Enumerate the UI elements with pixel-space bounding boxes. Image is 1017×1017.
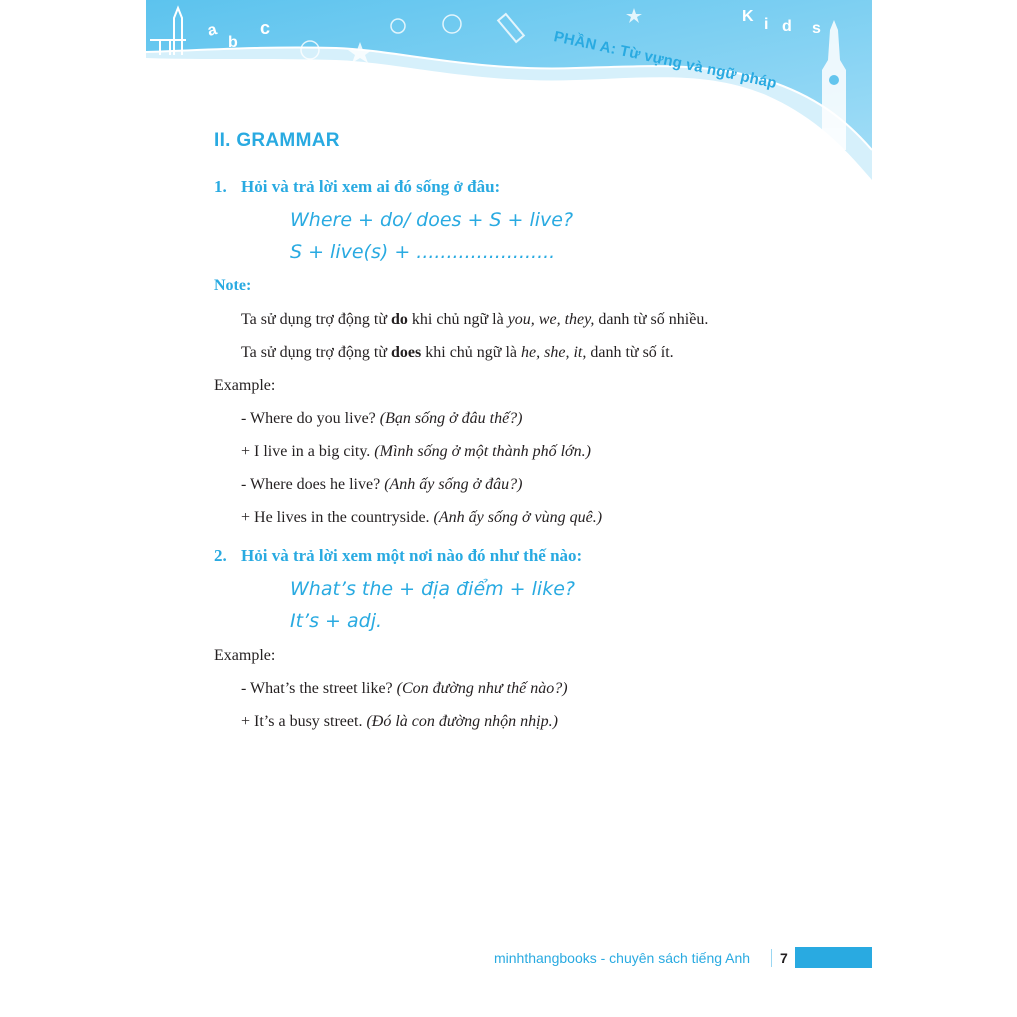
example-line — [241, 443, 591, 461]
letter-c: c — [260, 18, 271, 38]
formula-question: What’s the + địa điểm + like? — [290, 578, 575, 600]
example-translation: (Anh ấy sống ở vùng quê.) — [433, 509, 603, 526]
question-text: Hỏi và trả lời xem ai đó sống ở đâu: — [241, 177, 501, 196]
letter-b: b — [228, 34, 238, 51]
example-line — [241, 680, 568, 698]
section-title: II. GRAMMAR — [214, 130, 340, 151]
footer-publisher: minhthangbooks - chuyên sách tiếng Anh — [494, 950, 751, 966]
example-english: - Where does he live? — [241, 476, 385, 493]
page-number: 7 — [780, 950, 788, 966]
text-run: Ta sử dụng trợ động từ — [241, 311, 392, 328]
text-run: khi chủ ngữ là — [407, 311, 508, 328]
formula-question: Where + do/ does + S + live? — [290, 209, 574, 231]
example-english: - Where do you live? — [241, 410, 380, 427]
text-run-italic: you, we, they, — [507, 311, 595, 328]
example-line — [241, 713, 558, 731]
example-line — [241, 410, 523, 428]
example-label: Example: — [214, 647, 276, 664]
letter-k: K — [742, 8, 754, 25]
letter-a: a — [205, 21, 219, 40]
text-run: khi chủ ngữ là — [421, 344, 522, 361]
example-translation: (Bạn sống ở đâu thế?) — [379, 410, 523, 427]
letter-s: s — [812, 20, 821, 37]
example-translation: (Anh ấy sống ở đâu?) — [384, 476, 523, 493]
text-run-italic: he, she, it, — [521, 344, 587, 361]
example-english: - What’s the street like? — [241, 680, 397, 697]
example-translation: (Đó là con đường nhộn nhịp.) — [366, 713, 558, 730]
formula-answer: It’s + adj. — [290, 610, 383, 632]
book-page — [146, 0, 872, 1017]
example-english: + It’s a busy street. — [241, 713, 367, 730]
example-english: + I live in a big city. — [241, 443, 375, 460]
example-line — [241, 476, 523, 494]
example-line — [241, 509, 602, 527]
letter-d: d — [782, 18, 792, 35]
example-english: + He lives in the countryside. — [241, 509, 434, 526]
section-label: PHẦN A: Từ vựng và ngữ pháp — [552, 28, 779, 93]
example-translation: (Mình sống ở một thành phố lớn.) — [374, 443, 591, 460]
question-text: Hỏi và trả lời xem một nơi nào đó như thế nào: — [241, 546, 583, 565]
note-label: Note: — [214, 277, 252, 294]
footer-accent-bar — [795, 947, 872, 968]
text-run: danh từ số ít. — [586, 344, 674, 361]
letter-i: i — [764, 16, 769, 33]
note-line — [241, 344, 674, 362]
page-header-banner — [146, 0, 872, 185]
question-1-heading — [214, 177, 500, 197]
question-2-heading — [214, 546, 582, 566]
question-number: 1. — [214, 177, 227, 196]
question-number: 2. — [214, 546, 227, 565]
example-translation: (Con đường như thế nào?) — [396, 680, 568, 697]
note-line — [241, 311, 708, 329]
formula-answer: S + live(s) + ....................... — [290, 241, 556, 263]
text-run-bold: does — [391, 344, 422, 361]
footer-divider — [771, 949, 772, 967]
text-run-bold: do — [391, 311, 408, 328]
example-label: Example: — [214, 377, 276, 394]
text-run: Ta sử dụng trợ động từ — [241, 344, 392, 361]
text-run: danh từ số nhiều. — [594, 311, 709, 328]
